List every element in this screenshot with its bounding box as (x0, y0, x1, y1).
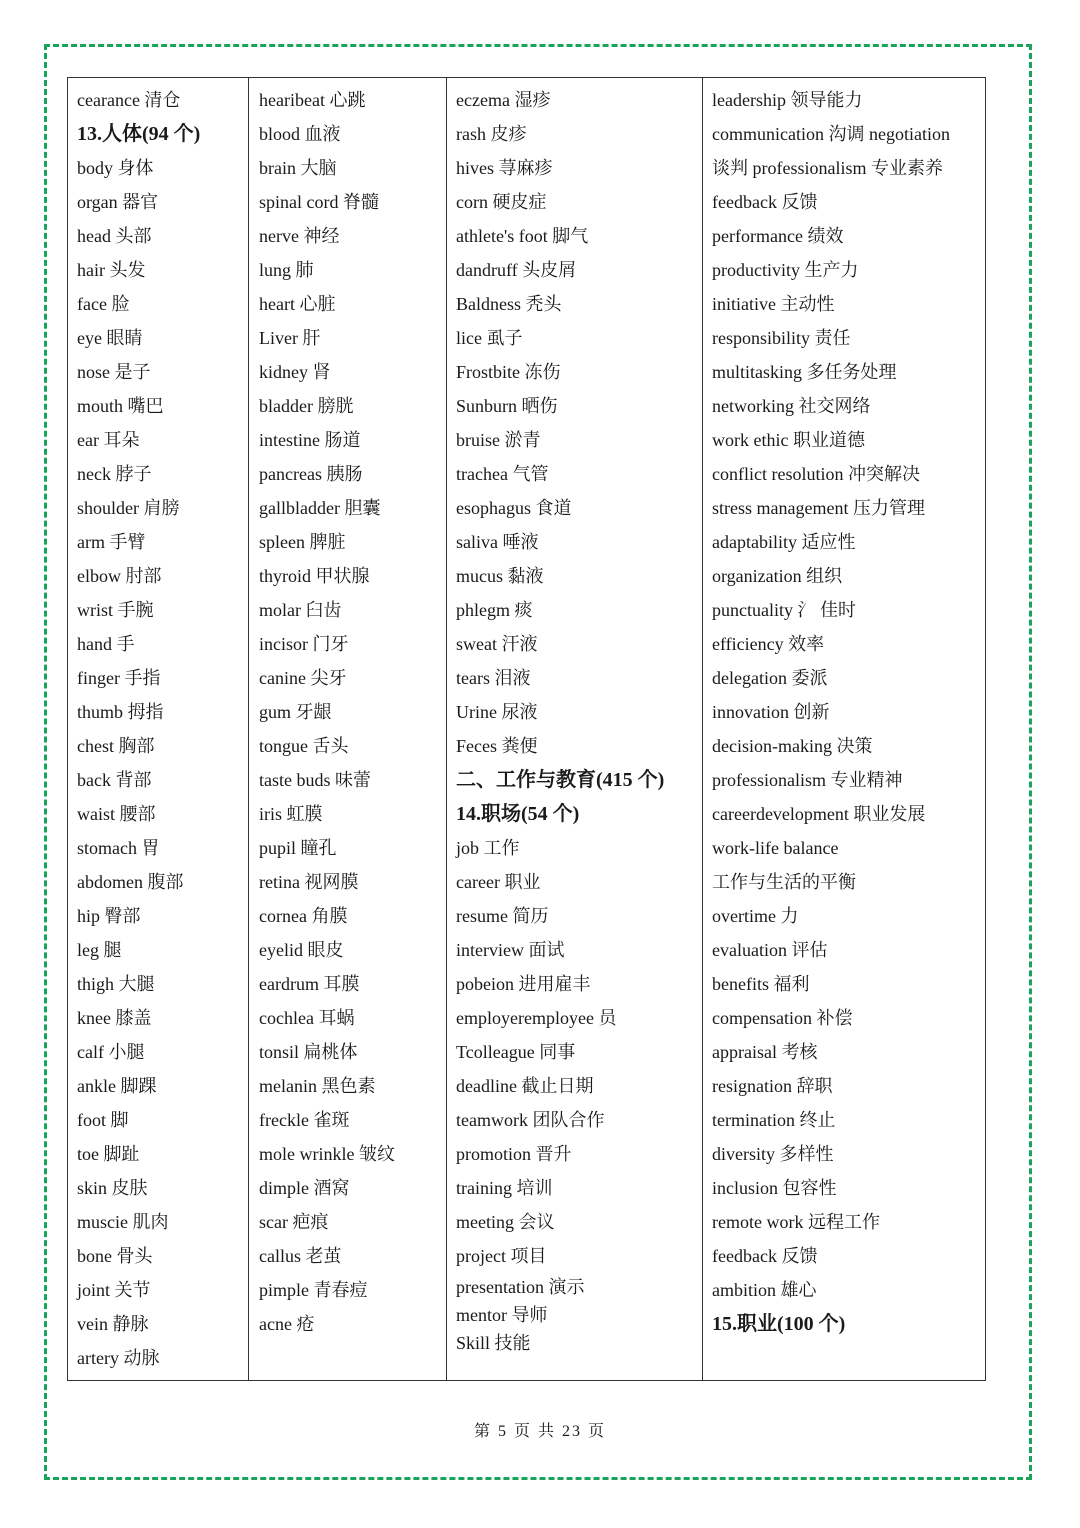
vocab-entry: cornea 角膜 (259, 906, 348, 926)
vocab-entry: Skill 技能 (456, 1333, 531, 1353)
vocab-entry: canine 尖牙 (259, 668, 347, 688)
vocab-entry: bruise 淤青 (456, 430, 541, 450)
vocab-entry: mucus 黏液 (456, 566, 544, 586)
vocab-entry: abdomen 腹部 (77, 872, 184, 892)
vocab-entry: lung 肺 (259, 260, 314, 280)
vocab-entry: eyelid 眼皮 (259, 940, 344, 960)
vocab-entry: neck 脖子 (77, 464, 152, 484)
vocab-entry: saliva 唾液 (456, 532, 539, 552)
vocab-entry: training 培训 (456, 1178, 553, 1198)
vocab-entry: phlegm 痰 (456, 600, 533, 620)
vocab-entry: thyroid 甲状腺 (259, 566, 370, 586)
section-heading: 二、工作与教育(415 个) (456, 769, 665, 791)
vocab-entry: appraisal 考核 (712, 1042, 818, 1062)
vocab-entry: tears 泪液 (456, 668, 531, 688)
vocab-entry: athlete's foot 脚气 (456, 226, 589, 246)
vocab-entry: pancreas 胰肠 (259, 464, 363, 484)
vocab-entry: eardrum 耳膜 (259, 974, 360, 994)
vocab-entry: hip 臀部 (77, 906, 141, 926)
vocab-entry: tongue 舌头 (259, 736, 349, 756)
vocab-entry: Baldness 秃头 (456, 294, 562, 314)
vocab-entry: benefits 福利 (712, 974, 810, 994)
vocab-entry: pupil 瞳孔 (259, 838, 337, 858)
vocab-entry: cearance 清仓 (77, 90, 181, 110)
vocab-entry: organization 组织 (712, 566, 843, 586)
vocab-entry: melanin 黑色素 (259, 1076, 376, 1096)
vocab-entry: hair 头发 (77, 260, 146, 280)
vocab-entry: communication 沟调 negotiation (712, 124, 950, 144)
vocab-entry: feedback 反馈 (712, 192, 818, 212)
vocab-entry: tonsil 扁桃体 (259, 1042, 358, 1062)
vocab-entry: thumb 拇指 (77, 702, 164, 722)
vocab-entry: arm 手臂 (77, 532, 146, 552)
vocab-entry: trachea 气管 (456, 464, 549, 484)
vocab-entry: compensation 补偿 (712, 1008, 853, 1028)
vocab-entry: foot 脚 (77, 1110, 129, 1130)
vocab-entry: bone 骨头 (77, 1246, 153, 1266)
section-heading: 14.职场(54 个) (456, 803, 580, 825)
vocab-entry: teamwork 团队合作 (456, 1110, 605, 1130)
vocab-entry: resume 简历 (456, 906, 549, 926)
vocab-entry: performance 绩效 (712, 226, 844, 246)
vocab-entry: mole wrinkle 皱纹 (259, 1144, 395, 1164)
vocab-entry: artery 动脉 (77, 1348, 160, 1368)
vocab-entry: mouth 嘴巴 (77, 396, 164, 416)
vocab-entry: 谈判 professionalism 专业素养 (712, 158, 943, 178)
vocab-column-4 (703, 78, 985, 1380)
vocab-entry: cochlea 耳蜗 (259, 1008, 355, 1028)
vocab-entry: organ 器官 (77, 192, 159, 212)
vocab-entry: molar 臼齿 (259, 600, 342, 620)
vocab-entry: sweat 汗液 (456, 634, 538, 654)
vocab-entry: networking 社交网络 (712, 396, 871, 416)
section-heading: 15.职业(100 个) (712, 1313, 846, 1335)
vocab-entry: gallbladder 胆囊 (259, 498, 381, 518)
vocab-entry: work ethic 职业道德 (712, 430, 865, 450)
vocab-entry: adaptability 适应性 (712, 532, 856, 552)
vocab-entry: pobeion 进用雇丰 (456, 974, 591, 994)
vocab-entry: kidney 肾 (259, 362, 331, 382)
vocab-entry: incisor 门牙 (259, 634, 349, 654)
vocab-entry: innovation 创新 (712, 702, 830, 722)
vocab-entry: blood 血液 (259, 124, 341, 144)
vocab-entry: head 头部 (77, 226, 152, 246)
vocab-entry: skin 皮肤 (77, 1178, 148, 1198)
vocab-entry: spleen 脾脏 (259, 532, 346, 552)
vocab-entry: ear 耳朵 (77, 430, 140, 450)
vocab-entry: delegation 委派 (712, 668, 828, 688)
vocab-entry: Urine 尿液 (456, 702, 538, 722)
vocab-entry: evaluation 评估 (712, 940, 828, 960)
vocab-entry: retina 视网膜 (259, 872, 359, 892)
vocab-entry: careerdevelopment 职业发展 (712, 804, 926, 824)
vocab-entry: Tcolleague 同事 (456, 1042, 576, 1062)
vocab-column-3 (447, 78, 703, 1380)
vocab-entry: pimple 青春痘 (259, 1280, 368, 1300)
vocab-entry: punctuality 氵 佳时 (712, 600, 856, 620)
vocab-entry: decision-making 决策 (712, 736, 873, 756)
vocab-entry: resignation 辞职 (712, 1076, 833, 1096)
vocab-entry: dandruff 头皮屑 (456, 260, 577, 280)
vocab-entry: 工作与生活的平衡 (712, 872, 856, 892)
vocab-entry: Liver 肝 (259, 328, 321, 348)
vocab-entry: hives 荨麻疹 (456, 158, 553, 178)
vocab-entry: thigh 大腿 (77, 974, 155, 994)
vocab-entry: stomach 胃 (77, 838, 160, 858)
vocab-entry: eye 眼睛 (77, 328, 143, 348)
vocab-entry: multitasking 多任务处理 (712, 362, 897, 382)
vocab-entry: muscie 肌肉 (77, 1212, 169, 1232)
vocab-entry: gum 牙龈 (259, 702, 332, 722)
vocab-entry: Frostbite 冻伤 (456, 362, 561, 382)
vocab-entry: heart 心脏 (259, 294, 336, 314)
vocab-entry: dimple 酒窝 (259, 1178, 350, 1198)
vocab-entry: conflict resolution 冲突解决 (712, 464, 920, 484)
vocab-entry: nose 是子 (77, 362, 151, 382)
vocab-entry: leg 腿 (77, 940, 122, 960)
vocab-entry: responsibility 责任 (712, 328, 851, 348)
vocab-entry: corn 硬皮症 (456, 192, 547, 212)
vocab-entry: diversity 多样性 (712, 1144, 834, 1164)
vocab-entry: waist 腰部 (77, 804, 156, 824)
vocab-entry: Sunburn 晒伤 (456, 396, 558, 416)
vocab-entry: shoulder 肩膀 (77, 498, 180, 518)
vocab-entry: job 工作 (456, 838, 520, 858)
vocab-entry: joint 关节 (77, 1280, 151, 1300)
vocab-entry: meeting 会议 (456, 1212, 555, 1232)
vocab-entry: face 脸 (77, 294, 130, 314)
vocab-entry: wrist 手腕 (77, 600, 154, 620)
vocab-entry: leadership 领导能力 (712, 90, 863, 110)
vocab-entry: termination 终止 (712, 1110, 836, 1130)
vocab-entry: interview 面试 (456, 940, 565, 960)
vocab-entry: taste buds 味蕾 (259, 770, 371, 790)
vocab-entry: career 职业 (456, 872, 541, 892)
vocab-entry: hearibeat 心跳 (259, 90, 366, 110)
vocab-entry: toe 脚趾 (77, 1144, 140, 1164)
vocab-entry: stress management 压力管理 (712, 498, 925, 518)
vocab-entry: acne 疮 (259, 1314, 315, 1334)
vocab-entry: feedback 反馈 (712, 1246, 818, 1266)
vocab-entry: back 背部 (77, 770, 152, 790)
vocab-entry: ankle 脚踝 (77, 1076, 157, 1096)
vocab-entry: nerve 神经 (259, 226, 340, 246)
vocab-column-2 (249, 78, 447, 1380)
vocab-entry: elbow 肘部 (77, 566, 162, 586)
vocab-entry: freckle 雀斑 (259, 1110, 350, 1130)
vocab-entry: knee 膝盖 (77, 1008, 152, 1028)
vocab-entry: productivity 生产力 (712, 260, 859, 280)
vocab-entry: presentation 演示 (456, 1277, 585, 1297)
vocab-entry: overtime 力 (712, 906, 799, 926)
vocab-entry: work-life balance (712, 838, 839, 858)
vocab-entry: promotion 晋升 (456, 1144, 572, 1164)
vocab-entry: efficiency 效率 (712, 634, 825, 654)
vocab-entry: employeremployee 员 (456, 1008, 617, 1028)
vocab-entry: calf 小腿 (77, 1042, 145, 1062)
vocab-entry: project 项目 (456, 1246, 547, 1266)
vocab-entry: lice 虱子 (456, 328, 523, 348)
vocab-entry: remote work 远程工作 (712, 1212, 880, 1232)
vocab-entry: callus 老茧 (259, 1246, 342, 1266)
vocab-entry: finger 手指 (77, 668, 161, 688)
vocab-entry: initiative 主动性 (712, 294, 835, 314)
vocab-entry: iris 虹膜 (259, 804, 323, 824)
vocab-entry: esophagus 食道 (456, 498, 572, 518)
vocab-entry: eczema 湿疹 (456, 90, 551, 110)
vocab-entry: mentor 导师 (456, 1305, 548, 1325)
vocabulary-table (67, 77, 986, 1381)
vocab-entry: intestine 肠道 (259, 430, 361, 450)
vocab-entry: rash 皮疹 (456, 124, 527, 144)
vocab-entry: chest 胸部 (77, 736, 155, 756)
vocab-entry: ambition 雄心 (712, 1280, 817, 1300)
vocab-entry: scar 疤痕 (259, 1212, 329, 1232)
vocab-entry: spinal cord 脊髓 (259, 192, 379, 212)
vocab-entry: vein 静脉 (77, 1314, 149, 1334)
vocab-entry: deadline 截止日期 (456, 1076, 594, 1096)
vocab-entry: body 身体 (77, 158, 154, 178)
page-number-footer: 第 5 页 共 23 页 (473, 1423, 606, 1440)
section-heading: 13.人体(94 个) (77, 123, 201, 145)
vocab-entry: Feces 粪便 (456, 736, 538, 756)
vocab-entry: hand 手 (77, 634, 135, 654)
vocab-entry: inclusion 包容性 (712, 1178, 837, 1198)
vocab-entry: bladder 膀胱 (259, 396, 354, 416)
vocab-entry: professionalism 专业精神 (712, 770, 903, 790)
vocab-entry: brain 大脑 (259, 158, 337, 178)
vocab-column-1 (68, 78, 249, 1380)
